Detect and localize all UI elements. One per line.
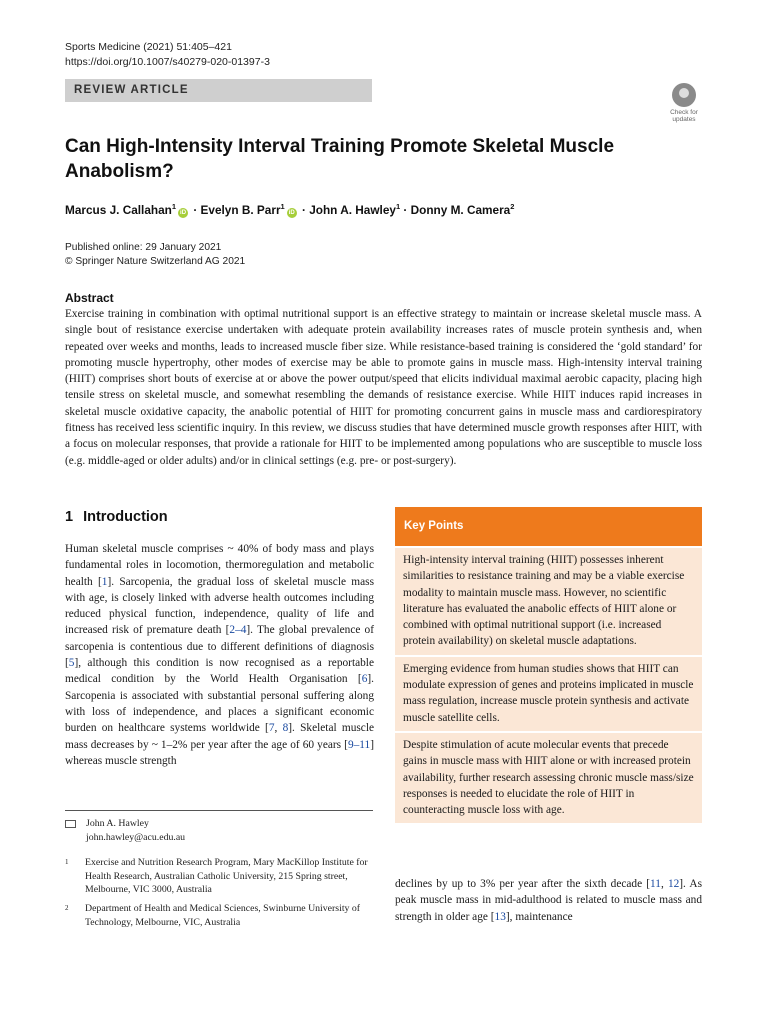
published-date: Published online: 29 January 2021 xyxy=(65,242,222,253)
abstract-heading: Abstract xyxy=(65,291,114,305)
publication-info xyxy=(65,241,245,269)
affiliation-2 xyxy=(65,902,375,929)
introduction-right-column: declines by up to 3% per year after the sixth decade [11, 12]. As peak muscle mass in mid-adulthood is related to muscle mass and strength in older age [13], maintenance xyxy=(395,878,702,923)
journal-citation: Sports Medicine (2021) 51:405–421 xyxy=(65,41,232,53)
article-title: Can High-Intensity Interval Training Promote Skeletal Muscle Anabolism? xyxy=(65,136,615,182)
author-affiliation-mark: 1 xyxy=(280,202,285,211)
reference-link[interactable]: 9–11 xyxy=(347,738,371,751)
correspondence-email[interactable]: john.hawley@acu.edu.au xyxy=(86,832,186,843)
reference-link[interactable]: 5 xyxy=(68,657,75,670)
reference-link[interactable]: 6 xyxy=(361,673,368,686)
key-point-item: Emerging evidence from human studies shows that HIIT can modulate expression of genes and proteins implicated in muscle mass regulation, increase muscle protein synthesis and activate muscle satellite cells. xyxy=(395,655,702,731)
author-affiliation-mark: 1 xyxy=(171,202,177,211)
author-name[interactable]: Evelyn B. Parr xyxy=(200,202,281,217)
journal-header xyxy=(65,40,270,70)
author-name[interactable]: John A. Hawley xyxy=(309,202,396,217)
affiliation-1 xyxy=(65,856,375,897)
abstract-text: Exercise training in combination with optimal nutritional support is an effective strategy to maintain or increase skeletal muscle mass. A single bout of resistance exercise undertaken with adequate protein availability increases rates of muscle protein synthesis and, when repeated over weeks and months, leads to increased muscle fiber size. While resistance-based training is considered the ‘gold standard’ for promoting muscle hypertrophy, other modes of exercise may be able to promote gains in muscle mass. High-intensity interval training (HIIT) comprises short bouts of exercise at or above the power output/speed that elicits individual maximal aerobic capacity, placing high tensile stress on skeletal muscle, and somewhat resembling the demands of resistance exercise. While HIIT induces rapid increases in skeletal muscle oxidative capacity, the anabolic potential of HIIT for promoting concurrent gains in muscle mass and cardiorespiratory fitness has received less scientific inquiry. In this review, we discuss studies that have determined muscle growth responses after HIIT, with a focus on molecular responses, that provide a rationale for HIIT to be implemented among populations who are susceptible to muscle loss (e.g. middle-aged or older adults) and/or in clinical settings (e.g. pre- or post-surgery). xyxy=(65,308,702,467)
author-list xyxy=(65,202,514,218)
section-number: 1 xyxy=(65,509,74,525)
affiliation-number: 1 xyxy=(65,858,69,866)
author-affiliation-mark: 2 xyxy=(510,202,515,211)
reference-link[interactable]: 13 xyxy=(494,910,506,923)
article-type-banner: REVIEW ARTICLE xyxy=(65,79,372,102)
correspondence xyxy=(65,817,185,845)
envelope-icon xyxy=(65,820,76,828)
author-name[interactable]: Marcus J. Callahan xyxy=(65,202,172,217)
author-separator: · xyxy=(190,202,201,217)
orcid-icon[interactable]: iD xyxy=(180,209,187,216)
footnote-divider xyxy=(65,810,373,811)
introduction-left-column: Human skeletal muscle comprises ~ 40% of body mass and plays fundamental roles in locomotion, thermoregulation and metabolic health [1]. Sarcopenia, the gradual loss of skeletal muscle mass with age, is closely linked with adverse health outcomes including reduced physical function, independence, quality of life and increased risk of premature death [2–4]. The global prevalence of sarcopenia is contentious due to different definitions of diagnosis [5], although this condition is now recognised as a reportable medical condition by the World Health Organisation [6]. Sarcopenia is associated with substantial personal suffering along with loss of independence, and places a significant economic burden on healthcare systems worldwide [7, 8]. Skeletal muscle mass decreases by ~ 1–2% per year after the age of 60 years [9–11] whereas muscle strength xyxy=(65,543,375,767)
check-for-updates-icon xyxy=(672,83,696,107)
affiliation-text: Department of Health and Medical Sciences, Swinburne University of Technology, Melbourne, VIC, Australia xyxy=(85,903,361,928)
reference-link[interactable]: 11 xyxy=(650,878,661,890)
check-for-updates-badge[interactable] xyxy=(664,83,704,123)
key-points-heading: Key Points xyxy=(395,507,702,546)
copyright-line: © Springer Nature Switzerland AG 2021 xyxy=(65,256,246,267)
section-title: Introduction xyxy=(83,509,168,525)
reference-link[interactable]: 1 xyxy=(101,575,108,588)
key-point-item: High-intensity interval training (HIIT) possesses inherent similarities to resistance training and may be a viable exercise modality to maintain muscle mass. However, no scientific literature has evaluated the anabolic effects of HIIT alone or combined with optimal nutritional support (i.e. increased protein availability) on skeletal muscle adaptations. xyxy=(395,546,702,655)
author-affiliation-mark: 1 xyxy=(395,202,401,211)
orcid-icon[interactable]: iD xyxy=(288,209,295,216)
affiliation-text: Exercise and Nutrition Research Program, Mary MacKillop Institute for Health Research, Australian Catholic University, 215 Spring street, Melbourne, VIC 3000, Australia xyxy=(85,857,368,895)
affiliation-number: 2 xyxy=(65,904,69,912)
author-name[interactable]: Donny M. Camera xyxy=(410,202,511,217)
author-separator: · xyxy=(298,202,310,217)
reference-link[interactable]: 7 xyxy=(268,722,275,735)
section-heading-introduction xyxy=(65,509,178,525)
correspondence-name: John A. Hawley xyxy=(86,818,149,829)
doi-link[interactable]: https://doi.org/10.1007/s40279-020-01397-3 xyxy=(65,56,270,68)
key-point-item: Despite stimulation of acute molecular events that precede gains in muscle mass with HIIT alone or with increased protein availability, further research assessing chronic muscle mass/size responses is needed to elucidate the role of HIIT in counteracting muscle loss with age. xyxy=(395,731,702,823)
reference-link[interactable]: 2–4 xyxy=(229,624,247,637)
reference-link[interactable]: 8 xyxy=(282,722,289,735)
key-points-box xyxy=(395,507,702,823)
author-separator: · xyxy=(400,202,411,217)
reference-link[interactable]: 12 xyxy=(667,878,680,890)
check-for-updates-label: Check for updates xyxy=(670,109,698,123)
